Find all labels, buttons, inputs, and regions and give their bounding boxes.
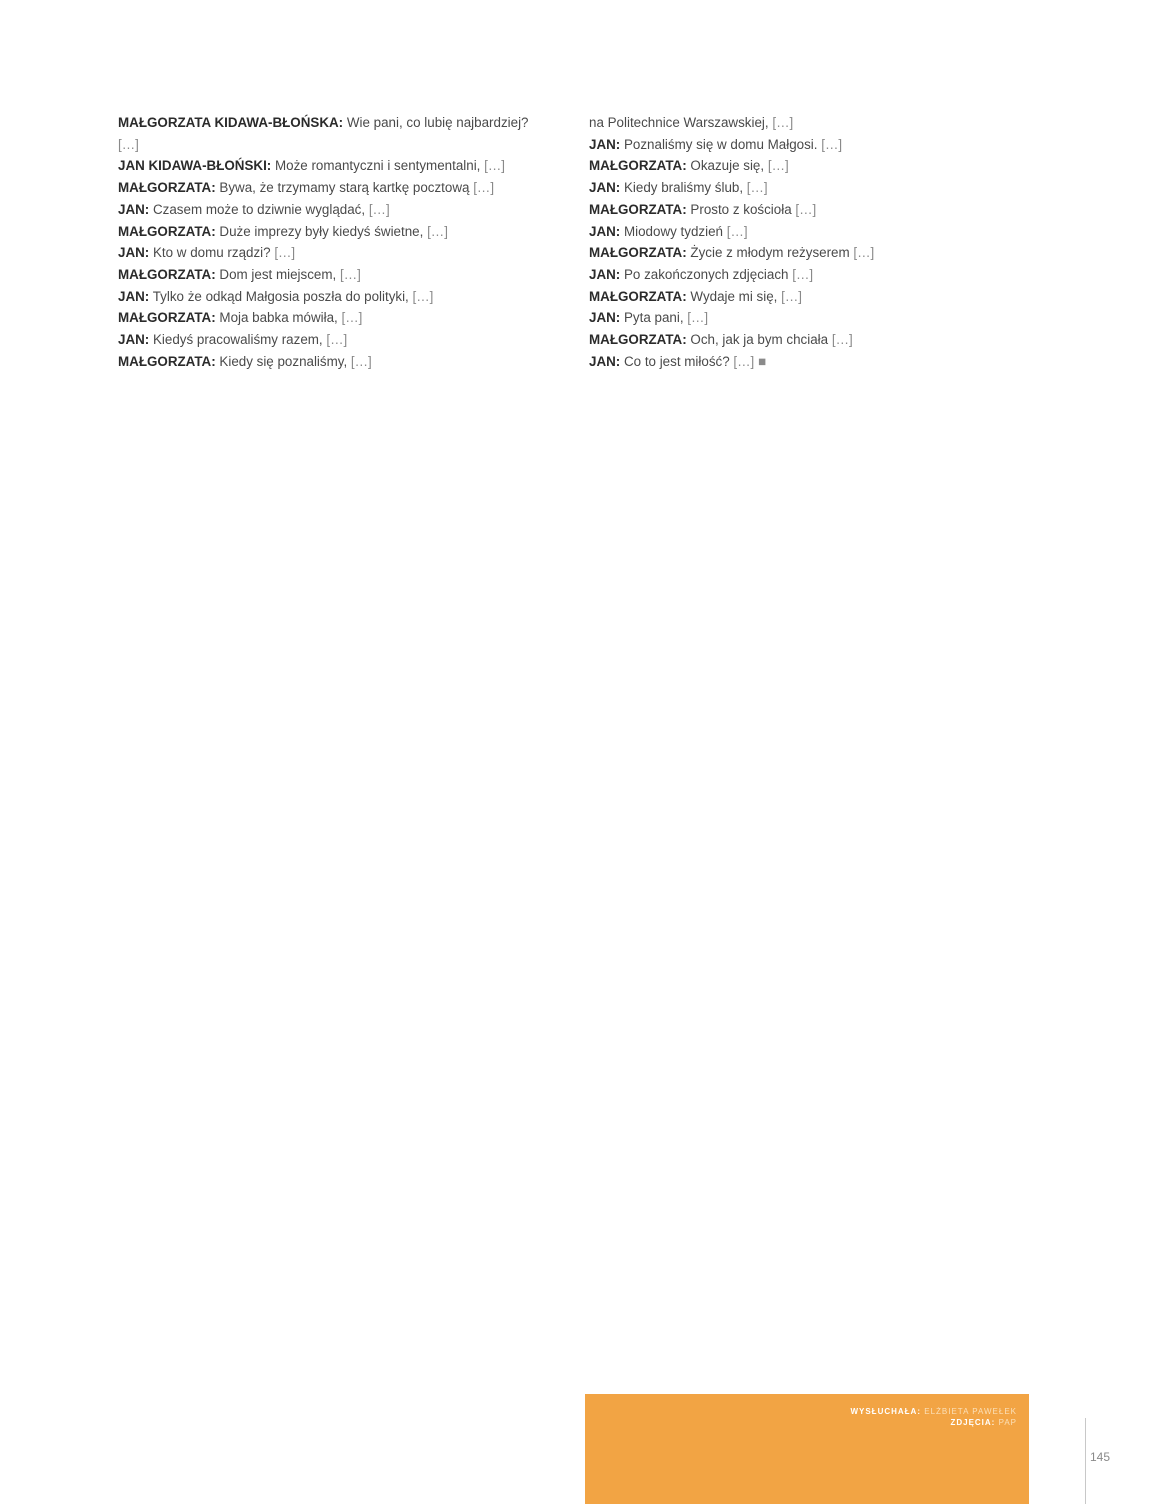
speaker-label: MAŁGORZATA:: [118, 223, 216, 239]
interview-paragraph: [118, 221, 546, 243]
omitted-text-marker: […]: [687, 310, 709, 326]
paragraph-text: Kto w domu rządzi?: [152, 245, 271, 261]
interview-paragraph: [589, 155, 1017, 177]
interview-paragraph: [589, 199, 1017, 221]
paragraph-text: Duże imprezy były kiedyś świetne,: [219, 223, 424, 239]
interview-paragraph: [118, 177, 546, 199]
speaker-label: JAN KIDAWA-BŁOŃSKI:: [118, 158, 272, 174]
omitted-text-marker: […]: [118, 136, 139, 152]
paragraph-text: Bywa, że trzymamy starą kartkę pocztową: [219, 180, 470, 196]
paragraph-text: Co to jest miłość?: [623, 353, 730, 369]
interview-paragraph: [589, 307, 1017, 329]
left-text-column: [118, 112, 546, 372]
interview-paragraph: [589, 112, 1017, 134]
omitted-text-marker: […]: [746, 180, 768, 196]
omitted-text-marker: […]: [792, 266, 814, 282]
credits-box: [585, 1394, 1029, 1504]
interview-credit-label: WYSŁUCHAŁA:: [850, 1407, 921, 1416]
speaker-label: MAŁGORZATA:: [118, 180, 216, 196]
interview-credit-value: ELŻBIETA PAWEŁEK: [924, 1407, 1017, 1416]
page-number-rule: [1085, 1418, 1086, 1504]
omitted-text-marker: […]: [767, 158, 789, 174]
interview-paragraph: [589, 351, 1017, 373]
omitted-text-marker: […]: [853, 245, 875, 261]
photo-credit-value: PAP: [998, 1418, 1017, 1427]
speaker-label: JAN:: [589, 266, 621, 282]
interview-paragraph: [589, 221, 1017, 243]
omitted-text-marker: […]: [484, 158, 505, 174]
paragraph-text: Okazuje się,: [690, 158, 765, 174]
omitted-text-marker: […]: [795, 201, 817, 217]
paragraph-text: Kiedy braliśmy ślub,: [623, 180, 744, 196]
paragraph-text: Poznaliśmy się w domu Małgosi.: [623, 136, 818, 152]
speaker-label: JAN:: [118, 201, 150, 217]
paragraph-text: Tylko że odkąd Małgosia poszła do polityki,: [152, 288, 409, 304]
paragraph-text: Kiedy się poznaliśmy,: [219, 353, 348, 369]
omitted-text-marker: […]: [368, 201, 390, 217]
page-number: 145: [1090, 1450, 1111, 1464]
paragraph-text: Po zakończonych zdjęciach: [623, 266, 789, 282]
interview-paragraph: [118, 286, 546, 308]
paragraph-text: Życie z młodym reżyserem: [690, 245, 850, 261]
paragraph-text: Dom jest miejscem,: [219, 266, 337, 282]
paragraph-text: Może romantyczni i sentymentalni,: [274, 158, 481, 174]
omitted-text-marker: […]: [341, 310, 363, 326]
speaker-label: MAŁGORZATA:: [118, 353, 216, 369]
interview-paragraph: [118, 155, 546, 177]
omitted-text-marker: […] ■: [733, 353, 767, 369]
interview-paragraph: [118, 307, 546, 329]
speaker-label: JAN:: [118, 288, 150, 304]
speaker-label: MAŁGORZATA:: [589, 201, 687, 217]
speaker-label: JAN:: [118, 245, 150, 261]
interview-paragraph: [118, 242, 546, 264]
speaker-label: JAN:: [118, 332, 150, 348]
speaker-label: MAŁGORZATA:: [589, 288, 687, 304]
omitted-text-marker: […]: [772, 115, 794, 130]
paragraph-text: Moja babka mówiła,: [219, 310, 338, 326]
interview-paragraph: [589, 242, 1017, 264]
credits: [850, 1406, 1017, 1428]
interview-paragraph: [589, 286, 1017, 308]
interview-paragraph: [118, 112, 546, 155]
interview-paragraph: [118, 329, 546, 351]
omitted-text-marker: […]: [831, 332, 853, 348]
omitted-text-marker: […]: [781, 288, 802, 304]
speaker-label: JAN:: [589, 353, 621, 369]
speaker-label: JAN:: [589, 180, 621, 196]
photo-credit-label: ZDJĘCIA:: [950, 1418, 996, 1427]
speaker-label: MAŁGORZATA:: [118, 310, 216, 326]
omitted-text-marker: […]: [473, 180, 495, 196]
omitted-text-marker: […]: [339, 266, 361, 282]
omitted-text-marker: […]: [726, 223, 748, 239]
paragraph-text: Miodowy tydzień: [623, 223, 723, 239]
omitted-text-marker: […]: [412, 288, 434, 304]
omitted-text-marker: […]: [274, 245, 296, 261]
interview-paragraph: [118, 351, 546, 373]
omitted-text-marker: […]: [821, 136, 843, 152]
right-text-column: [589, 112, 1017, 372]
speaker-label: JAN:: [589, 223, 621, 239]
interview-paragraph: [118, 199, 546, 221]
speaker-label: MAŁGORZATA:: [589, 158, 687, 174]
speaker-label: JAN:: [589, 310, 621, 326]
omitted-text-marker: […]: [350, 353, 372, 369]
omitted-text-marker: […]: [326, 332, 348, 348]
interview-paragraph: [589, 264, 1017, 286]
paragraph-text: na Politechnice Warszawskiej,: [589, 115, 769, 130]
paragraph-text: Pyta pani,: [623, 310, 684, 326]
paragraph-text: Czasem może to dziwnie wyglądać,: [152, 201, 366, 217]
paragraph-text: Wydaje mi się,: [690, 288, 778, 304]
speaker-label: MAŁGORZATA KIDAWA-BŁOŃSKA:: [118, 115, 344, 130]
speaker-label: MAŁGORZATA:: [589, 245, 687, 261]
paragraph-text: Prosto z kościoła: [690, 201, 792, 217]
interview-paragraph: [118, 264, 546, 286]
speaker-label: MAŁGORZATA:: [589, 332, 687, 348]
interview-paragraph: [589, 329, 1017, 351]
paragraph-text: Och, jak ja bym chciała: [690, 332, 829, 348]
paragraph-text: Wie pani, co lubię najbardziej?: [346, 115, 529, 130]
paragraph-text: Kiedyś pracowaliśmy razem,: [152, 332, 323, 348]
interview-paragraph: [589, 177, 1017, 199]
speaker-label: MAŁGORZATA:: [118, 266, 216, 282]
interview-paragraph: [589, 134, 1017, 156]
speaker-label: JAN:: [589, 136, 621, 152]
omitted-text-marker: […]: [427, 223, 448, 239]
